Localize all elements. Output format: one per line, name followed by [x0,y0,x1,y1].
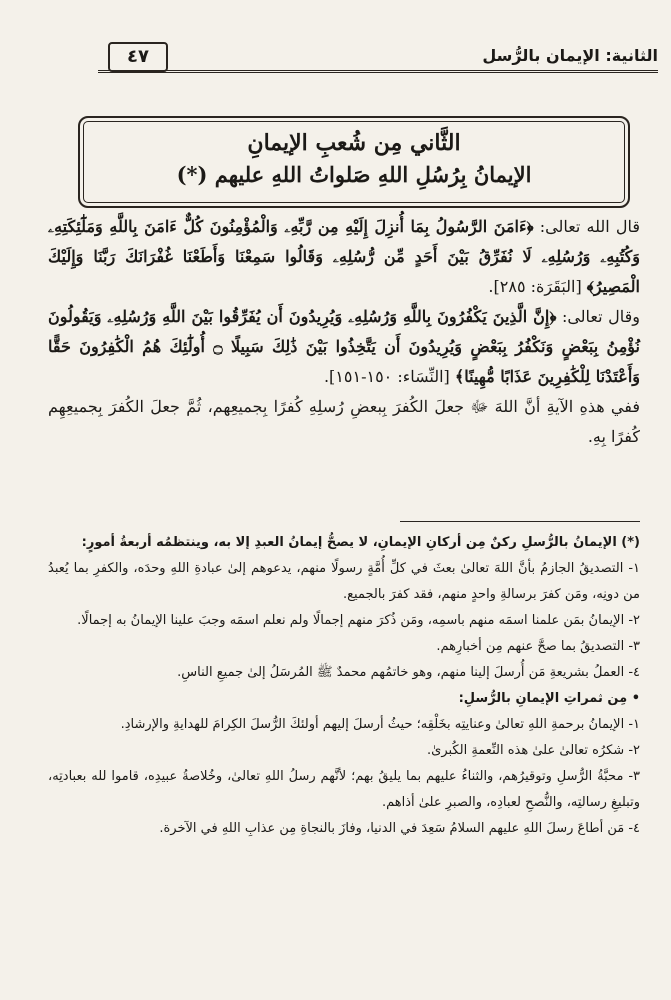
fruits-heading: • مِن ثمراتِ الإيمانِ بالرُّسلِ: [458,691,640,706]
chapter-title: الثَّاني مِن شُعبِ الإيمانِ [247,130,461,156]
verse-reference: [البَقَرَة: ٢٨٥]. [488,277,587,296]
fruit-item: ١- الإيمانُ برحمةِ اللهِ تعالىٰ وعنايتِه بخَلْقِه؛ حيثُ أرسلَ إليهم أولئكَ الرُّسلَ الكِرامَ للهدايةِ والإرشادِ. [120,717,640,732]
footnote-item: ٢- الإيمانُ بمَن علمنا اسمَه منهم باسمِه، ومَن ذُكرَ منهم إجمالًا ولم نعلم اسمَه وجبَ علينا الإيمانُ به إجمالًا. [77,613,640,628]
paragraph-commentary: ففي هذهِ الآيةِ أنَّ اللهَ ﷻ جعلَ الكُفرَ بِبعضِ رُسلِهِ كُفرًا بِجميعِهم، ثُمَّ جعلَ الكُفرَ بِجميعِهِم كُفرًا بِهِ. [48,397,640,446]
fruit-item: ٣- محبَّةُ الرُّسلِ وتوقيرُهم، والثناءُ عليهم بما يليقُ بهم؛ لأنَّهم رسلُ اللهِ تعالىٰ، وخُلاصةُ عبيدِه، قاموا لله بعبادتِه، وتبليغِ رسالتِه، والنُّصحِ لعبادِه، والصبرِ علىٰ أذاهم. [48,769,640,810]
fruit-item: ٢- شكرُه تعالىٰ علىٰ هذه النِّعمةِ الكُبرىٰ. [427,743,640,758]
quran-verse: ﴿ءَامَنَ الرَّسُولُ بِمَا أُنزِلَ إِلَيْهِ مِن رَّبِّهِۦ وَالْمُؤْمِنُونَ كُلٌّ ءَامَنَ بِاللَّهِ وَمَلَٰٓئِكَتِهِۦ وَكُتُبِهِۦ وَرُسُلِهِۦ لَا نُفَرِّقُ بَيْنَ أَحَدٍ مِّن رُّسُلِهِۦ وَقَالُوا سَمِعْنَا وَأَطَعْنَا غُفْرَانَكَ رَبَّنَا وَإِلَيْكَ الْمَصِيرُ﴾ [48,217,640,296]
main-text [48,212,640,452]
footnote-item: ٤- العملُ بشريعةِ مَن أُرسلَ إلينا منهم، وهو خاتمُهم محمدٌ ﷺ المُرسَلُ إلىٰ جميعِ الناسِ. [177,665,640,680]
paragraph-verse-1 [48,212,640,302]
verse-intro: قال الله تعالى: [533,217,640,236]
quran-verse: ﴿إِنَّ الَّذِينَ يَكْفُرُونَ بِاللَّهِ وَرُسُلِهِۦ وَيُرِيدُونَ أَن يُفَرِّقُوا بَيْنَ اللَّهِ وَرُسُلِهِۦ وَيَقُولُونَ نُؤْمِنُ بِبَعْضٍ وَنَكْفُرُ بِبَعْضٍ وَيُرِيدُونَ أَن يَتَّخِذُوا بَيْنَ ذَٰلِكَ سَبِيلًا ۝ أُولَٰٓئِكَ هُمُ الْكَٰفِرُونَ حَقًّا وَأَعْتَدْنَا لِلْكَٰفِرِينَ عَذَابًا مُّهِينًا﴾ [48,307,641,386]
footnote-intro: (*) الإيمانُ بالرُّسلِ ركنٌ مِن أركانِ الإيمانِ، لا يصحُّ إيمانُ العبدِ إلا به، وينتظمُه أربعةُ أمورٍ: [81,535,640,550]
page-number: ٤٧ [108,42,168,72]
header-rule [98,70,658,73]
footnote-separator [400,521,640,522]
verse-intro: وقال تعالى: [556,307,641,326]
footnote-item: ٣- التصديقُ بما صحَّ عنهم مِن أخبارِهم. [436,639,640,654]
running-header [98,44,658,78]
paragraph-verse-2 [48,302,640,392]
verse-reference: [النِّسَاء: ١٥٠-١٥١]. [323,367,455,386]
footnote-item: ١- التصديقُ الجازمُ بأنَّ اللهَ تعالىٰ بعثَ في كلِّ أُمَّةٍ رسولًا منهم، يدعوهم إلىٰ عبادةِ اللهِ وحدَه، والكفرِ بما يُعبدُ من دونِه، ومَن كفرَ برسالةِ واحدٍ منهم، فقد كفرَ بالجميع. [48,561,640,602]
header-title: الثانية: الإيمان بالرُّسل [482,46,658,65]
chapter-subtitle: الإيمانُ بِرُسُلِ اللهِ صَلواتُ اللهِ عليهم (*) [176,162,532,187]
fruit-item: ٤- مَن أطاعَ رسلَ اللهِ عليهم السلامُ سَعِدَ في الدنيا، وفازَ بالنجاةِ مِن عذابِ اللهِ في الآخرة. [159,821,640,836]
chapter-title-box [78,116,630,208]
footnotes [48,530,640,842]
